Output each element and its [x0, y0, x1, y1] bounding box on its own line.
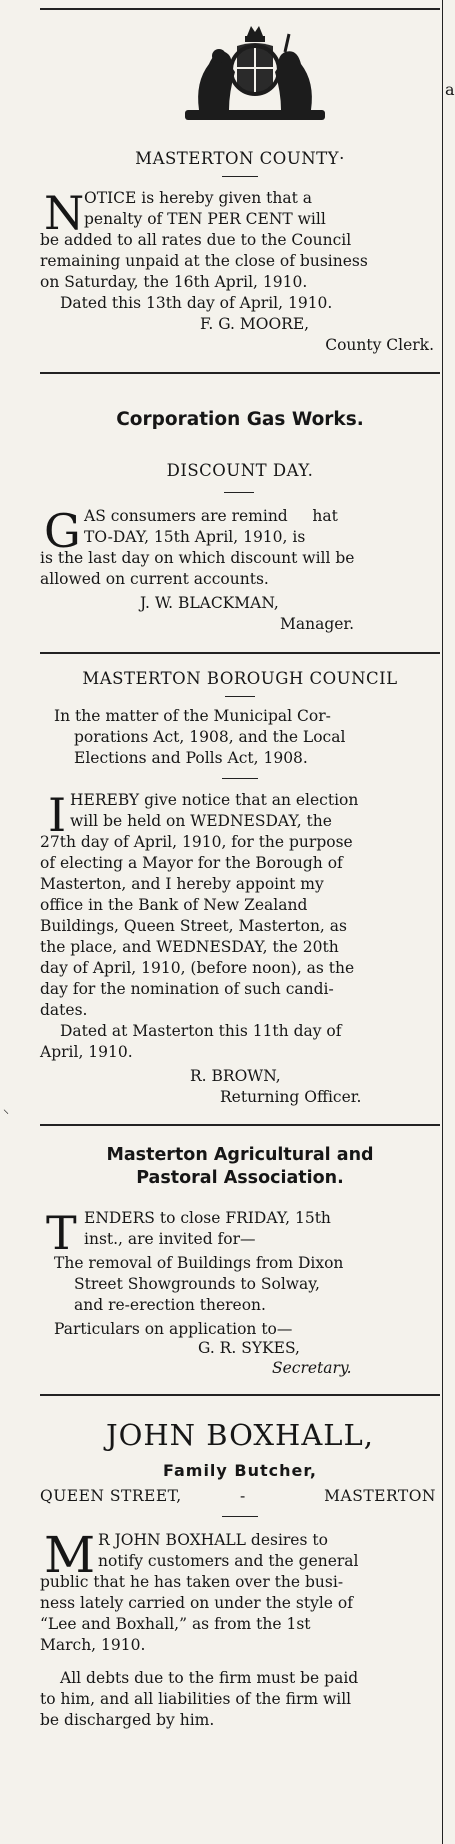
ag-title: Secretary. — [272, 1359, 352, 1377]
boxhall-debts-1: All debts due to the firm must be paid — [60, 1669, 359, 1687]
divider-2 — [40, 652, 440, 654]
gas-heading: Corporation Gas Works. — [116, 409, 364, 430]
boxhall-heading: JOHN BOXHALL, — [105, 1418, 374, 1452]
advertisement-column — [40, 0, 440, 1844]
borough-line-10: day for the nomination of such candi- — [40, 980, 334, 998]
divider-1 — [40, 372, 440, 374]
gas-signatory: J. W. BLACKMAN, — [140, 594, 279, 612]
boxhall-line-1: R JOHN BOXHALL desires to — [98, 1531, 328, 1549]
royal-coat-of-arms-icon — [185, 22, 325, 132]
county-line-5: on Saturday, the 16th April, 1910. — [40, 273, 308, 291]
gas-subheading-rule — [224, 492, 254, 493]
boxhall-debts-2: to him, and all liabilities of the firm will — [40, 1690, 352, 1708]
county-line-4: remaining unpaid at the close of business — [40, 252, 368, 270]
adjacent-column-letter: a — [445, 80, 455, 99]
borough-title: Returning Officer. — [220, 1088, 362, 1106]
ag-signatory: G. R. SYKES, — [198, 1339, 300, 1357]
boxhall-line-3: public that he has taken over the busi- — [40, 1573, 344, 1591]
boxhall-drop-cap: M — [44, 1526, 96, 1584]
gas-subheading: DISCOUNT DAY. — [166, 461, 314, 480]
gas-drop-cap: G — [44, 504, 81, 558]
boxhall-debts-3: be discharged by him. — [40, 1711, 215, 1729]
boxhall-address-rule — [222, 1516, 258, 1517]
borough-dated-2: April, 1910. — [40, 1043, 133, 1061]
divider-4 — [40, 1394, 440, 1396]
county-line-1: OTICE is hereby given that a — [84, 189, 313, 207]
gas-line-4: allowed on current accounts. — [40, 570, 269, 588]
boxhall-line-5: “Lee and Boxhall,” as from the 1st — [40, 1615, 311, 1633]
adjacent-column-edge — [442, 0, 455, 1844]
borough-line-3: 27th day of April, 1910, for the purpose — [40, 833, 353, 851]
borough-line-11: dates. — [40, 1001, 88, 1019]
ag-particulars: Particulars on application to— — [54, 1320, 293, 1338]
boxhall-line-2: notify customers and the general — [98, 1552, 359, 1570]
ag-item-1: The removal of Buildings from Dixon — [54, 1254, 344, 1272]
ag-item-2: Street Showgrounds to Solway, — [74, 1275, 320, 1293]
borough-line-6: office in the Bank of New Zealand — [40, 896, 308, 914]
county-title: County Clerk. — [325, 336, 434, 354]
boxhall-line-4: ness lately carried on under the style of — [40, 1594, 353, 1612]
borough-line-7: Buildings, Queen Street, Masterton, as — [40, 917, 347, 935]
top-rule — [40, 8, 440, 10]
boxhall-address-town: MASTERTON — [324, 1487, 436, 1505]
borough-drop-cap: I — [48, 788, 67, 842]
boxhall-address-dash: - — [240, 1487, 246, 1505]
borough-heading: MASTERTON BOROUGH COUNCIL — [82, 669, 398, 688]
borough-signatory: R. BROWN, — [190, 1067, 281, 1085]
borough-line-8: the place, and WEDNESDAY, the 20th — [40, 938, 339, 956]
ag-heading-1: Masterton Agricultural and — [106, 1145, 374, 1165]
borough-matter-2: porations Act, 1908, and the Local — [74, 728, 346, 746]
gas-line-3: is the last day on which discount will be — [40, 549, 355, 567]
ag-drop-cap: T — [46, 1206, 77, 1260]
boxhall-line-6: March, 1910. — [40, 1636, 146, 1654]
ag-line-1: ENDERS to close FRIDAY, 15th — [84, 1209, 331, 1227]
gas-line-1: AS consumers are remind hat — [84, 507, 338, 525]
boxhall-subheading: Family Butcher, — [162, 1461, 317, 1480]
county-line-2: penalty of TEN PER CENT will — [84, 210, 326, 228]
borough-line-1: HEREBY give notice that an election — [70, 791, 359, 809]
county-heading: MASTERTON COUNTY· — [135, 149, 345, 168]
boxhall-address-street: QUEEN STREET, — [40, 1487, 182, 1505]
print-mark: ⸜ — [3, 1102, 10, 1116]
divider-3 — [40, 1124, 440, 1126]
county-drop-cap: N — [44, 186, 85, 240]
county-heading-rule — [222, 176, 258, 177]
borough-matter-rule — [222, 778, 258, 779]
borough-line-5: Masterton, and I hereby appoint my — [40, 875, 324, 893]
county-signatory: F. G. MOORE, — [200, 315, 310, 333]
borough-line-2: will be held on WEDNESDAY, the — [70, 812, 332, 830]
borough-line-9: day of April, 1910, (before noon), as the — [40, 959, 355, 977]
county-line-3: be added to all rates due to the Council — [40, 231, 352, 249]
borough-matter-3: Elections and Polls Act, 1908. — [74, 749, 308, 767]
borough-dated-1: Dated at Masterton this 11th day of — [60, 1022, 342, 1040]
gas-title: Manager. — [280, 615, 355, 633]
ag-item-3: and re-erection thereon. — [74, 1296, 266, 1314]
ag-line-2: inst., are invited for— — [84, 1230, 256, 1248]
gas-line-2: TO-DAY, 15th April, 1910, is — [84, 528, 306, 546]
borough-line-4: of electing a Mayor for the Borough of — [40, 854, 343, 872]
county-dated: Dated this 13th day of April, 1910. — [60, 294, 333, 312]
ag-heading-2: Pastoral Association. — [136, 1168, 344, 1188]
borough-matter-1: In the matter of the Municipal Cor- — [54, 707, 331, 725]
borough-heading-rule — [225, 696, 255, 697]
